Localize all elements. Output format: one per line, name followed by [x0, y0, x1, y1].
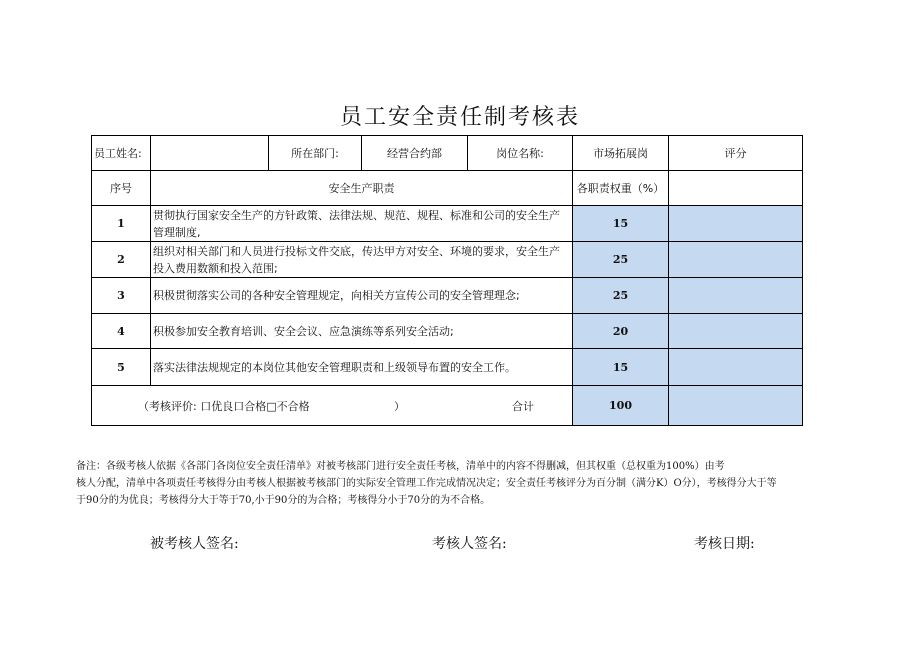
total-score-input[interactable]	[669, 386, 803, 426]
evaluation-options[interactable]: （考核评价: 口优良口合格□不合格	[138, 400, 310, 413]
department-label: 所在部门:	[269, 136, 362, 171]
weight-column-header: 各职责权重（%）	[573, 171, 669, 206]
score-input[interactable]	[669, 278, 803, 314]
table-row	[92, 349, 803, 386]
row-number: 1	[92, 206, 151, 242]
row-number: 2	[92, 242, 151, 278]
duty-text: 组织对相关部门和人员进行投标文件交底，传达甲方对安全、环境的要求，安全生产投入费用数额和投入范围;	[151, 242, 573, 278]
table-row	[92, 278, 803, 314]
employee-name-label: 员工姓名:	[92, 136, 151, 171]
examiner-signature-label: 考核人签名:	[432, 536, 507, 552]
score-input[interactable]	[669, 314, 803, 349]
score-input[interactable]	[669, 349, 803, 386]
header-row	[92, 136, 803, 171]
score-input[interactable]	[669, 242, 803, 278]
weight-value: 15	[573, 206, 669, 242]
employee-name-field[interactable]	[151, 136, 269, 171]
duty-text: 落实法律法规规定的本岗位其他安全管理职责和上级领导布置的安全工作。	[151, 349, 573, 386]
column-header-row	[92, 171, 803, 206]
evaluation-close-paren: ）	[394, 400, 405, 413]
total-label: 合计	[512, 400, 534, 413]
post-value[interactable]: 市场拓展岗	[573, 136, 669, 171]
evaluation-cell	[92, 386, 573, 426]
weight-value: 25	[573, 242, 669, 278]
row-number: 5	[92, 349, 151, 386]
duty-text: 积极贯彻落实公司的各种安全管理规定，向相关方宣传公司的安全管理理念;	[151, 278, 573, 314]
score-input[interactable]	[669, 206, 803, 242]
assessment-date-label: 考核日期:	[694, 536, 755, 552]
weight-value: 25	[573, 278, 669, 314]
weight-value: 15	[573, 349, 669, 386]
no-column-header: 序号	[92, 171, 151, 206]
duty-text: 积极参加安全教育培训、安全会议、应急演练等系列安全活动;	[151, 314, 573, 349]
duty-column-header: 安全生产职责	[151, 171, 573, 206]
score-column-cell[interactable]	[669, 171, 803, 206]
score-header: 评分	[669, 136, 803, 171]
department-value[interactable]: 经营合约部	[362, 136, 468, 171]
remarks-line: 核人分配，清单中各项责任考核得分由考核人根据被考核部门的实际安全管理工作完成情况决定；安全责任考核评分为百分制（满分K）O分），考核得分大于等	[76, 478, 777, 489]
examinee-signature-label: 被考核人签名:	[150, 536, 239, 552]
table-row	[92, 206, 803, 242]
total-row	[92, 386, 803, 426]
remarks-line: 于90分的为优良；考核得分大于等于70,小于90分的为合格；考核得分小于70分的为不合格。	[76, 495, 491, 506]
post-label: 岗位名称:	[468, 136, 573, 171]
row-number: 3	[92, 278, 151, 314]
table-row	[92, 242, 803, 278]
remarks-line: 备注：各级考核人依据《各部门各岗位安全责任清单》对被考核部门进行安全责任考核，清单中的内容不得删减，但其权重（总权重为100%）由考	[76, 461, 725, 472]
row-number: 4	[92, 314, 151, 349]
duty-text: 贯彻执行国家安全生产的方针政策、法律法规、规范、规程、标准和公司的安全生产管理制度,	[151, 206, 573, 242]
table-row	[92, 314, 803, 349]
weight-value: 20	[573, 314, 669, 349]
page-title: 员工安全责任制考核表	[339, 105, 580, 130]
assessment-table	[91, 135, 803, 426]
total-weight-value: 100	[573, 386, 669, 426]
remarks	[76, 458, 816, 509]
